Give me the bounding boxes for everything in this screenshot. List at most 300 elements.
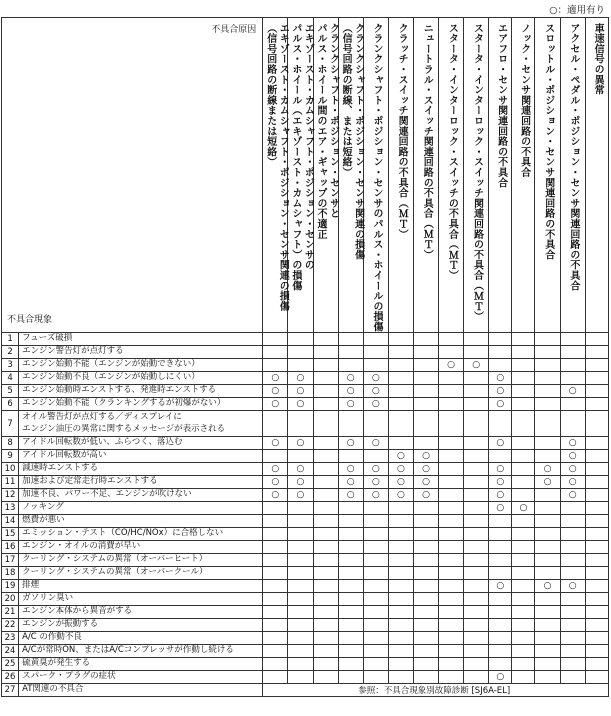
- empty-cell: [313, 333, 338, 346]
- empty-cell: [489, 645, 512, 658]
- empty-cell: [313, 463, 338, 476]
- empty-cell: [338, 645, 363, 658]
- symptom-cell: エンジン・オイルの消費が早い: [19, 541, 263, 554]
- empty-cell: [313, 619, 338, 632]
- empty-cell: [560, 502, 585, 515]
- cause-column-header: [363, 18, 388, 333]
- symptom-cell: エミッション・テスト（CO/HC/NOx）に合格しない: [19, 528, 263, 541]
- applicable-mark: ○: [263, 437, 288, 450]
- table-row: [2, 502, 609, 515]
- empty-cell: [413, 437, 438, 450]
- empty-cell: [263, 580, 288, 593]
- empty-cell: [464, 580, 489, 593]
- empty-cell: [585, 437, 608, 450]
- applicable-mark: ○: [439, 359, 464, 372]
- empty-cell: [413, 411, 438, 437]
- applicable-mark: ○: [464, 359, 489, 372]
- symptom-cell: ガソリン臭い: [19, 593, 263, 606]
- row-number: 6: [2, 398, 19, 411]
- row-number: 14: [2, 515, 19, 528]
- empty-cell: [512, 463, 535, 476]
- applicable-mark: ○: [338, 372, 363, 385]
- empty-cell: [585, 645, 608, 658]
- empty-cell: [489, 528, 512, 541]
- symptom-cell: エンジン警告灯が点灯する: [19, 346, 263, 359]
- empty-cell: [388, 372, 413, 385]
- cause-column-label: クランクシャフト・ポジション・センサのパルス・ホイールの損傷: [371, 23, 383, 332]
- row-number: 12: [2, 489, 19, 502]
- empty-cell: [388, 671, 413, 684]
- empty-cell: [388, 359, 413, 372]
- empty-cell: [585, 372, 608, 385]
- empty-cell: [439, 372, 464, 385]
- symptom-cause-table: [1, 17, 609, 697]
- cause-column-header: [388, 18, 413, 333]
- empty-cell: [512, 385, 535, 398]
- table-row: [2, 450, 609, 463]
- empty-cell: [464, 619, 489, 632]
- empty-cell: [288, 671, 313, 684]
- empty-cell: [263, 333, 288, 346]
- empty-cell: [585, 346, 608, 359]
- empty-cell: [464, 450, 489, 463]
- empty-cell: [560, 554, 585, 567]
- applicable-mark: ○: [263, 489, 288, 502]
- empty-cell: [585, 606, 608, 619]
- empty-cell: [489, 593, 512, 606]
- empty-cell: [363, 502, 388, 515]
- row-number: 4: [2, 372, 19, 385]
- empty-cell: [439, 463, 464, 476]
- empty-cell: [585, 463, 608, 476]
- empty-cell: [560, 619, 585, 632]
- empty-cell: [585, 450, 608, 463]
- empty-cell: [288, 541, 313, 554]
- row-number: 1: [2, 333, 19, 346]
- empty-cell: [560, 606, 585, 619]
- cause-column-header: [263, 18, 288, 333]
- empty-cell: [313, 346, 338, 359]
- cause-column-label: スタータ・インターロック・スイッチの不具合（ＭＴ）: [446, 23, 458, 281]
- applicable-mark: ○: [489, 502, 512, 515]
- empty-cell: [263, 346, 288, 359]
- empty-cell: [464, 385, 489, 398]
- empty-cell: [439, 619, 464, 632]
- empty-cell: [263, 658, 288, 671]
- empty-cell: [512, 580, 535, 593]
- table-row: [2, 606, 609, 619]
- empty-cell: [263, 606, 288, 619]
- table-row: [2, 593, 609, 606]
- empty-cell: [512, 528, 535, 541]
- empty-cell: [388, 398, 413, 411]
- empty-cell: [560, 528, 585, 541]
- empty-cell: [489, 619, 512, 632]
- applicable-mark: ○: [535, 580, 560, 593]
- symptom-cell: 加速および定常走行時エンストする: [19, 476, 263, 489]
- empty-cell: [338, 359, 363, 372]
- empty-cell: [388, 580, 413, 593]
- empty-cell: [489, 658, 512, 671]
- empty-cell: [263, 515, 288, 528]
- empty-cell: [338, 567, 363, 580]
- empty-cell: [313, 411, 338, 437]
- empty-cell: [560, 541, 585, 554]
- row-number: 22: [2, 619, 19, 632]
- symptom-cell: エンジン本体から異音がする: [19, 606, 263, 619]
- reference-note: 参照：不具合現象別故障診断 [SJ6A-EL]: [263, 684, 609, 697]
- empty-cell: [585, 528, 608, 541]
- empty-cell: [535, 606, 560, 619]
- empty-cell: [464, 645, 489, 658]
- cause-column-header: [585, 18, 608, 333]
- empty-cell: [489, 411, 512, 437]
- empty-cell: [464, 502, 489, 515]
- row-number: 19: [2, 580, 19, 593]
- row-number: 23: [2, 632, 19, 645]
- row-number: 15: [2, 528, 19, 541]
- table-row: [2, 580, 609, 593]
- table-row: [2, 632, 609, 645]
- applicable-mark: ○: [489, 463, 512, 476]
- empty-cell: [388, 606, 413, 619]
- empty-cell: [512, 619, 535, 632]
- empty-cell: [363, 359, 388, 372]
- empty-cell: [313, 489, 338, 502]
- applicable-mark: ○: [388, 463, 413, 476]
- empty-cell: [288, 606, 313, 619]
- empty-cell: [363, 671, 388, 684]
- empty-cell: [439, 606, 464, 619]
- empty-cell: [413, 593, 438, 606]
- cause-column-header: [413, 18, 438, 333]
- empty-cell: [363, 606, 388, 619]
- cause-column-label: エアフロ・センサ関連回路の不具合: [495, 23, 507, 188]
- table-row: [2, 346, 609, 359]
- empty-cell: [388, 632, 413, 645]
- applicable-mark: ○: [413, 463, 438, 476]
- empty-cell: [535, 658, 560, 671]
- applicable-mark: ○: [512, 502, 535, 515]
- applicable-mark: ○: [363, 385, 388, 398]
- empty-cell: [512, 541, 535, 554]
- empty-cell: [413, 541, 438, 554]
- symptom-cell: ノッキング: [19, 502, 263, 515]
- cause-column-label: エキゾースト・カムシャフト・ポジション・センサ関連の損傷 （信号回路の断線または短絡）: [264, 23, 289, 312]
- empty-cell: [313, 632, 338, 645]
- empty-cell: [535, 502, 560, 515]
- applicable-mark: ○: [413, 450, 438, 463]
- empty-cell: [313, 554, 338, 567]
- empty-cell: [363, 450, 388, 463]
- symptom-axis-label: 不具合現象: [7, 315, 53, 325]
- row-number: 27: [2, 684, 19, 697]
- cause-column-header: [313, 18, 338, 333]
- row-number: 25: [2, 658, 19, 671]
- empty-cell: [439, 489, 464, 502]
- empty-cell: [413, 671, 438, 684]
- empty-cell: [560, 346, 585, 359]
- cause-column-label: クランクシャフト・ポジション・センサと パルス・ホイール間のエア・ギャップの不適正: [315, 23, 339, 240]
- applicable-mark: ○: [489, 372, 512, 385]
- empty-cell: [585, 398, 608, 411]
- table-row: [2, 411, 609, 437]
- symptom-cell: エンジン始動不能（エンジンが始動できない）: [19, 359, 263, 372]
- applicable-mark: ○: [288, 385, 313, 398]
- symptom-cell: エンジン始動不良（エンジンが始動しにくい）: [19, 372, 263, 385]
- empty-cell: [439, 554, 464, 567]
- empty-cell: [439, 476, 464, 489]
- applicable-mark: ○: [363, 463, 388, 476]
- empty-cell: [313, 541, 338, 554]
- row-number: 8: [2, 437, 19, 450]
- empty-cell: [288, 593, 313, 606]
- empty-cell: [338, 502, 363, 515]
- row-number: 20: [2, 593, 19, 606]
- applicable-mark: ○: [489, 671, 512, 684]
- empty-cell: [464, 554, 489, 567]
- empty-cell: [363, 554, 388, 567]
- empty-cell: [313, 515, 338, 528]
- empty-cell: [413, 567, 438, 580]
- table-row: [2, 489, 609, 502]
- empty-cell: [263, 619, 288, 632]
- empty-cell: [363, 411, 388, 437]
- empty-cell: [363, 593, 388, 606]
- cause-column-label: スタータ・インターロック・スイッチ関連回路の不具合（ＭＴ）: [471, 23, 483, 322]
- empty-cell: [585, 515, 608, 528]
- empty-cell: [288, 658, 313, 671]
- empty-cell: [263, 528, 288, 541]
- empty-cell: [464, 346, 489, 359]
- empty-cell: [413, 372, 438, 385]
- empty-cell: [288, 619, 313, 632]
- applicable-mark: ○: [338, 437, 363, 450]
- empty-cell: [288, 359, 313, 372]
- empty-cell: [439, 437, 464, 450]
- empty-cell: [338, 450, 363, 463]
- empty-cell: [439, 567, 464, 580]
- empty-cell: [313, 372, 338, 385]
- empty-cell: [388, 385, 413, 398]
- empty-cell: [464, 333, 489, 346]
- empty-cell: [439, 398, 464, 411]
- applicable-mark: ○: [363, 398, 388, 411]
- empty-cell: [413, 333, 438, 346]
- empty-cell: [313, 645, 338, 658]
- empty-cell: [388, 411, 413, 437]
- applicable-mark: ○: [560, 463, 585, 476]
- empty-cell: [439, 658, 464, 671]
- table-row: [2, 528, 609, 541]
- symptom-cell: 燃費が悪い: [19, 515, 263, 528]
- empty-cell: [413, 645, 438, 658]
- empty-cell: [363, 515, 388, 528]
- cause-column-header: [464, 18, 489, 333]
- row-number: 13: [2, 502, 19, 515]
- empty-cell: [313, 450, 338, 463]
- empty-cell: [585, 385, 608, 398]
- empty-cell: [489, 554, 512, 567]
- empty-cell: [512, 359, 535, 372]
- empty-cell: [439, 541, 464, 554]
- applicable-mark: ○: [263, 372, 288, 385]
- empty-cell: [489, 450, 512, 463]
- empty-cell: [439, 502, 464, 515]
- empty-cell: [288, 554, 313, 567]
- empty-cell: [439, 450, 464, 463]
- applicable-mark: ○: [363, 489, 388, 502]
- applicable-mark: ○: [489, 437, 512, 450]
- empty-cell: [263, 645, 288, 658]
- empty-cell: [388, 567, 413, 580]
- empty-cell: [512, 411, 535, 437]
- empty-cell: [535, 619, 560, 632]
- empty-cell: [512, 398, 535, 411]
- empty-cell: [512, 645, 535, 658]
- empty-cell: [288, 580, 313, 593]
- empty-cell: [464, 606, 489, 619]
- empty-cell: [464, 515, 489, 528]
- empty-cell: [439, 411, 464, 437]
- empty-cell: [288, 450, 313, 463]
- cause-axis-label: 不具合原因: [211, 25, 257, 35]
- applicable-mark: ○: [338, 489, 363, 502]
- applicable-mark: ○: [388, 489, 413, 502]
- row-number: 16: [2, 541, 19, 554]
- empty-cell: [439, 333, 464, 346]
- row-number: 18: [2, 567, 19, 580]
- cause-column-label: アクセル・ペダル・ポジション・センサ関連回路の不具合: [567, 23, 579, 291]
- empty-cell: [464, 398, 489, 411]
- table-row: [2, 684, 609, 697]
- empty-cell: [585, 502, 608, 515]
- symptom-cell: スパーク・プラグの症状: [19, 671, 263, 684]
- applicable-mark: ○: [413, 476, 438, 489]
- empty-cell: [464, 463, 489, 476]
- empty-cell: [338, 632, 363, 645]
- empty-cell: [263, 411, 288, 437]
- applicable-mark: ○: [263, 385, 288, 398]
- row-number: 24: [2, 645, 19, 658]
- applicable-mark: ○: [489, 489, 512, 502]
- empty-cell: [512, 593, 535, 606]
- empty-cell: [535, 437, 560, 450]
- applicable-mark: ○: [535, 463, 560, 476]
- table-row: [2, 333, 609, 346]
- empty-cell: [464, 658, 489, 671]
- cause-column-header: [489, 18, 512, 333]
- applicable-mark: ○: [288, 476, 313, 489]
- applicable-mark: ○: [413, 489, 438, 502]
- empty-cell: [560, 645, 585, 658]
- empty-cell: [413, 502, 438, 515]
- table-row: [2, 671, 609, 684]
- empty-cell: [585, 619, 608, 632]
- empty-cell: [535, 346, 560, 359]
- row-number: 2: [2, 346, 19, 359]
- table-row: [2, 619, 609, 632]
- empty-cell: [535, 528, 560, 541]
- table-row: [2, 476, 609, 489]
- empty-cell: [363, 333, 388, 346]
- table-row: [2, 463, 609, 476]
- empty-cell: [338, 606, 363, 619]
- table-corner-header: [2, 18, 263, 333]
- empty-cell: [338, 528, 363, 541]
- empty-cell: [313, 437, 338, 450]
- applicable-mark: ○: [363, 372, 388, 385]
- empty-cell: [439, 645, 464, 658]
- empty-cell: [512, 632, 535, 645]
- empty-cell: [464, 671, 489, 684]
- empty-cell: [288, 515, 313, 528]
- applicable-mark: ○: [388, 450, 413, 463]
- row-number: 5: [2, 385, 19, 398]
- empty-cell: [585, 359, 608, 372]
- empty-cell: [464, 411, 489, 437]
- empty-cell: [288, 333, 313, 346]
- applicable-mark: ○: [338, 398, 363, 411]
- cause-column-header: [560, 18, 585, 333]
- applicable-mark: ○: [288, 463, 313, 476]
- empty-cell: [489, 515, 512, 528]
- empty-cell: [263, 632, 288, 645]
- table-row: [2, 567, 609, 580]
- symptom-cell: 排煙: [19, 580, 263, 593]
- empty-cell: [338, 671, 363, 684]
- empty-cell: [313, 658, 338, 671]
- empty-cell: [489, 333, 512, 346]
- symptom-cell: フューズ破損: [19, 333, 263, 346]
- empty-cell: [512, 476, 535, 489]
- empty-cell: [388, 437, 413, 450]
- symptom-cell: エンジンが振動する: [19, 619, 263, 632]
- applicable-mark: ○: [560, 580, 585, 593]
- empty-cell: [363, 645, 388, 658]
- empty-cell: [338, 554, 363, 567]
- empty-cell: [464, 593, 489, 606]
- cause-column-header: [288, 18, 313, 333]
- empty-cell: [413, 606, 438, 619]
- empty-cell: [263, 593, 288, 606]
- applicable-mark: ○: [263, 476, 288, 489]
- row-number: 21: [2, 606, 19, 619]
- empty-cell: [288, 502, 313, 515]
- empty-cell: [413, 359, 438, 372]
- empty-cell: [338, 333, 363, 346]
- empty-cell: [464, 372, 489, 385]
- cause-column-label: スロットル・ポジション・センサ関連回路の不具合: [542, 23, 554, 260]
- cause-column-label: エキゾースト・カムシャフト・ポジション・センサの パルス・ホイール（エキゾースト・カムシャフト）の損傷: [289, 23, 314, 291]
- empty-cell: [585, 554, 608, 567]
- empty-cell: [535, 411, 560, 437]
- applicable-mark: ○: [489, 385, 512, 398]
- empty-cell: [413, 528, 438, 541]
- empty-cell: [489, 606, 512, 619]
- empty-cell: [464, 476, 489, 489]
- empty-cell: [489, 359, 512, 372]
- empty-cell: [464, 437, 489, 450]
- empty-cell: [464, 632, 489, 645]
- empty-cell: [585, 489, 608, 502]
- empty-cell: [338, 593, 363, 606]
- empty-cell: [388, 541, 413, 554]
- empty-cell: [288, 632, 313, 645]
- applicable-mark: ○: [489, 580, 512, 593]
- table-row: [2, 541, 609, 554]
- symptom-cell: 硫黄臭が発生する: [19, 658, 263, 671]
